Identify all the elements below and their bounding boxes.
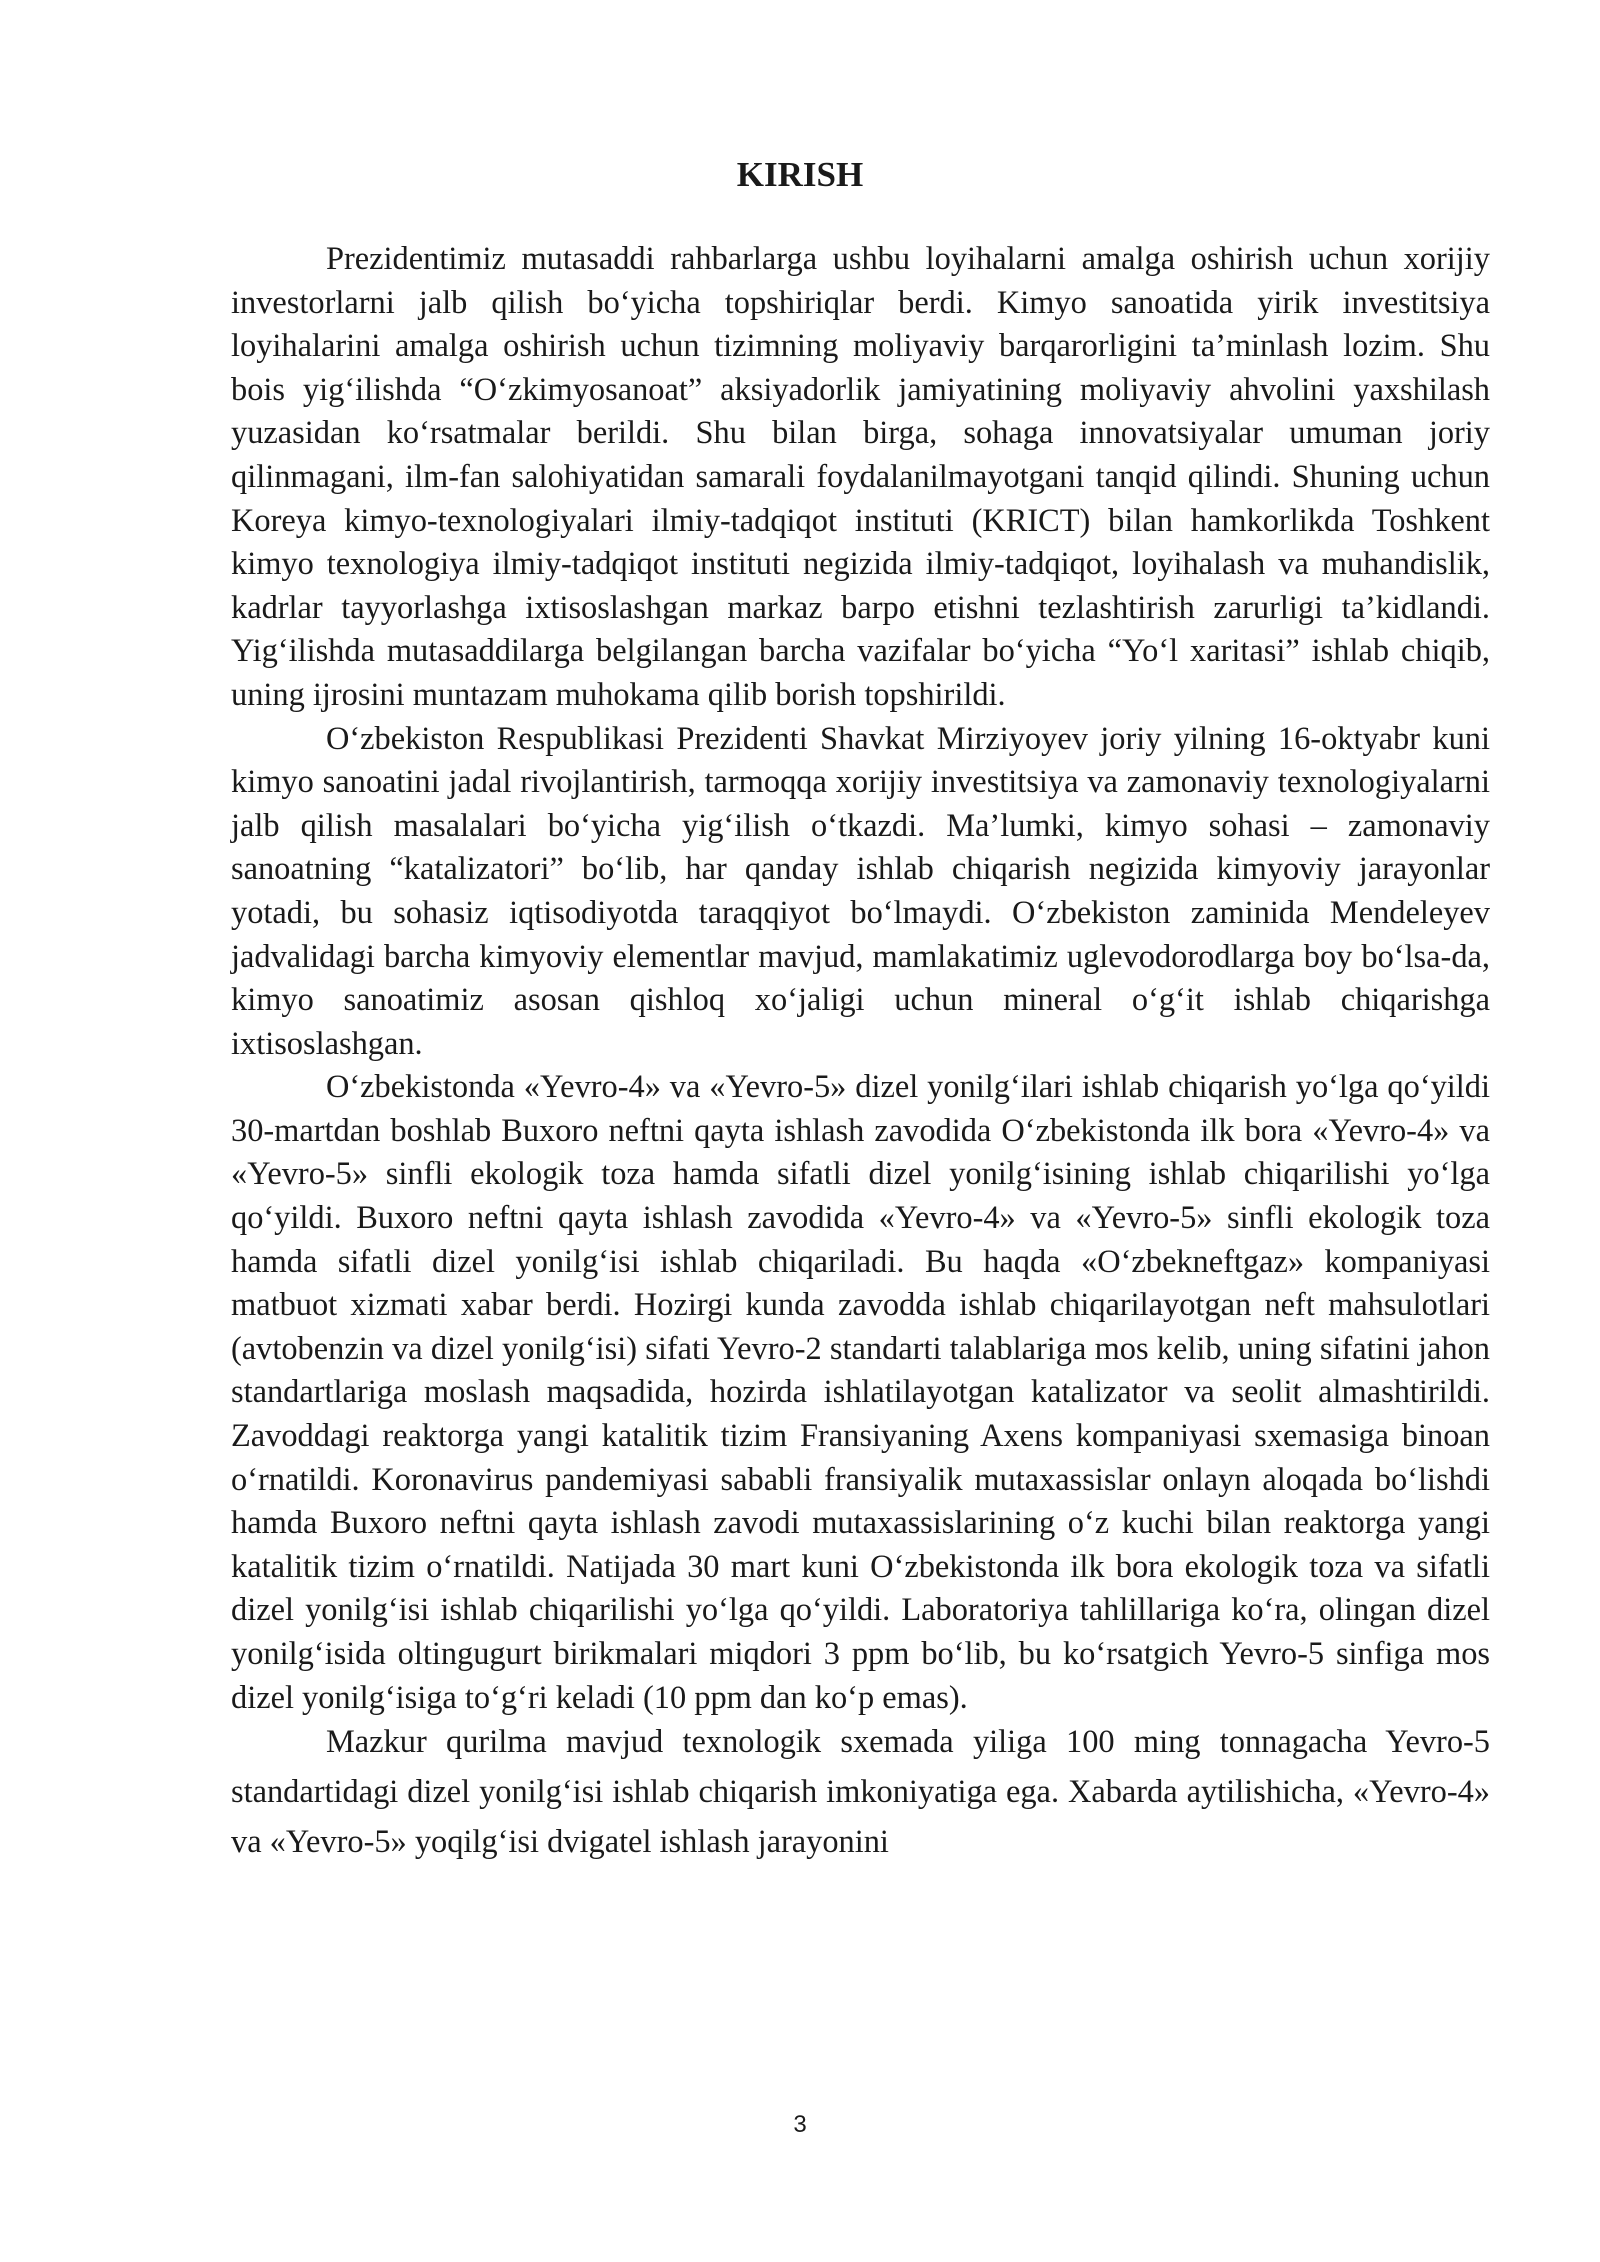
page-number: 3 (793, 2111, 807, 2138)
paragraph-2: O‘zbekiston Respublikasi Prezidenti Shavkat Mirziyoyev joriy yilning 16-oktyabr kuni kimyo sanoatini jadal rivojlantirish, tarmoqqa xorijiy investitsiya va zamonaviy texnologiyalarni jalb qilish masalalari bo‘yicha yig‘ilish o‘tkazdi. Ma’lumki, kimyo sohasi – zamonaviy sanoatning “katalizatori” bo‘lib, har qanday ishlab chiqarish negizida kimyoviy jarayonlar yotadi, bu sohasiz iqtisodiyotda taraqqiyot bo‘lmaydi. O‘zbekiston zaminida Mendeleyev jadvalidagi barcha kimyoviy elementlar mavjud, mamlakatimiz uglevodorodlarga boy bo‘lsa-da, kimyo sanoatimiz asosan qishloq xo‘jaligi uchun mineral o‘g‘it ishlab chiqarishga ixtisoslashgan. (231, 720, 1490, 1062)
paragraph-1: Prezidentimiz mutasaddi rahbarlarga ushbu loyihalarni amalga oshirish uchun xorijiy investorlarni jalb qilish bo‘yicha topshiriqlar berdi. Kimyo sanoatida yirik investitsiya loyihalarini amalga oshirish uchun tizimning moliyaviy barqarorligini ta’minlash lozim. Shu bois yig‘ilishda “O‘zkimyosanoat” aksiyadorlik jamiyatining moliyaviy ahvolini yaxshilash yuzasidan ko‘rsatmalar berildi. Shu bilan birga, sohaga innovatsiyalar umuman joriy qilinmagani, ilm-fan salohiyatidan samarali foydalanilmayotgani tanqid qilindi. Shuning uchun Koreya kimyo-texnologiyalari ilmiy-tadqiqot instituti (KRICT) bilan hamkorlikda Toshkent kimyo texnologiya ilmiy-tadqiqot instituti negizida ilmiy-tadqiqot, loyihalash va muhandislik, kadrlar tayyorlashga ixtisoslashgan markaz barpo etishni tezlashtirish zarurligi ta’kidlandi. Yig‘ilishda mutasaddilarga belgilangan barcha vazifalar bo‘yicha “Yo‘l xaritasi” ishlab chiqib, uning ijrosini muntazam muhokama qilib borish topshirildi. (231, 241, 1490, 713)
paragraph-3: O‘zbekistonda «Yevro-4» va «Yevro-5» dizel yonilg‘ilari ishlab chiqarish yo‘lga qo‘yildi 30-martdan boshlab Buxoro neftni qayta ishlash zavodida O‘zbekistonda ilk bora «Yevro-4» va «Yevro-5» sinfli ekologik toza hamda sifatli dizel yonilg‘isining ishlab chiqarilishi yo‘lga qo‘yildi. Buxoro neftni qayta ishlash zavodida «Yevro-4» va «Yevro-5» sinfli ekologik toza hamda sifatli dizel yonilg‘isi ishlab chiqariladi. Bu haqda «O‘zbekneftgaz» kompaniyasi matbuot xizmati xabar berdi. Hozirgi kunda zavodda ishlab chiqarilayotgan neft mahsulotlari (avtobenzin va dizel yonilg‘isi) sifati Yevro-2 standarti talablariga mos kelib, uning sifatini jahon standartlariga moslash maqsadida, hozirda ishlatilayotgan katalizator va seolit almashtirildi. Zavoddagi reaktorga yangi katalitik tizim Fransiyaning Axens kompaniyasi sxemasiga binoan o‘rnatildi. Koronavirus pandemiyasi sababli fransiyalik mutaxassislar onlayn aloqada bo‘lishdi hamda Buxoro neftni qayta ishlash zavodi mutaxassislarining o‘z kuchi bilan reaktorga yangi katalitik tizim o‘rnatildi. Natijada 30 mart kuni O‘zbekistonda ilk bora ekologik toza va sifatli dizel yonilg‘isi ishlab chiqarilishi yo‘lga qo‘yildi. Laboratoriya tahlillariga ko‘ra, olingan dizel yonilg‘isida oltingugurt birikmalari miqdori 3 ppm bo‘lib, bu ko‘rsatgich Yevro-5 sinfiga mos dizel yonilg‘isiga to‘g‘ri keladi (10 ppm dan ko‘p emas). (231, 1069, 1490, 1716)
section-title: KIRISH (736, 155, 864, 194)
body-text (231, 238, 1490, 1867)
paragraph-4: Mazkur qurilma mavjud texnologik sxemada yiliga 100 ming tonnagacha Yevro-5 standartidagi dizel yonilg‘isi ishlab chiqarish imkoniyatiga ega. Xabarda aytilishicha, «Yevro-4» va «Yevro-5» yoqilg‘isi dvigatel ishlash jarayonini (231, 1724, 1490, 1861)
